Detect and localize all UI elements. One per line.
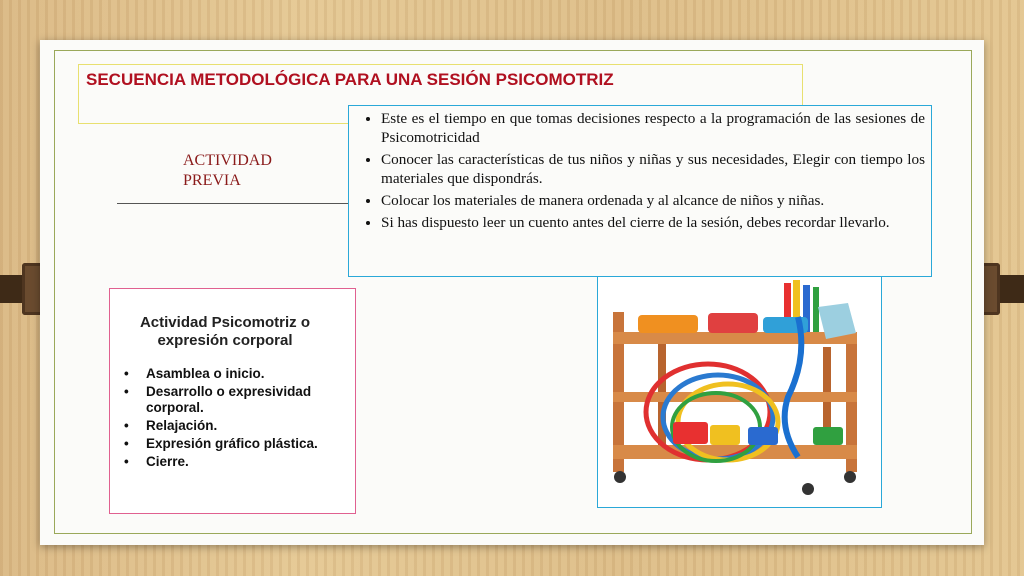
activity-label xyxy=(183,151,272,191)
slide xyxy=(40,40,984,545)
psychomotor-activity-image xyxy=(109,288,356,514)
psychomotor-list xyxy=(120,366,355,470)
psychomotor-item: • Desarrollo o expresividad corporal. xyxy=(138,384,355,416)
bullet-item: • Conocer las características de tus niños y niñas y sus necesidades, Elegir con tiempo los materiales que dispondrás. xyxy=(381,150,925,188)
psychomotor-item: • Cierre. xyxy=(138,454,355,470)
right-hinge-bar xyxy=(996,275,1024,303)
psychomotor-item: • Relajación. xyxy=(138,418,355,434)
psychomotor-heading: Actividad Psicomotriz o expresión corporal xyxy=(139,314,311,349)
activity-label-line1: ACTIVIDAD xyxy=(183,152,272,169)
materials-cart-image xyxy=(597,276,882,508)
psychomotor-item: • Asamblea o inicio. xyxy=(138,366,355,382)
activity-label-line2: PREVIA xyxy=(183,172,241,189)
psychomotor-item: • Expresión gráfico plástica. xyxy=(138,436,355,452)
bullets-box xyxy=(348,105,932,277)
bullet-item: • Este es el tiempo en que tomas decisiones respecto a la programación de las sesiones de Psicomotricidad xyxy=(381,109,925,147)
bullet-list xyxy=(359,109,925,232)
bullet-item: • Si has dispuesto leer un cuento antes del cierre de la sesión, debes recordar llevarlo. xyxy=(381,213,925,232)
bullet-item: • Colocar los materiales de manera ordenada y al alcance de niños y niñas. xyxy=(381,191,925,210)
slide-title: SECUENCIA METODOLÓGICA PARA UNA SESIÓN PSICOMOTRIZ xyxy=(86,70,614,89)
materials-cart-illustration xyxy=(598,277,881,507)
